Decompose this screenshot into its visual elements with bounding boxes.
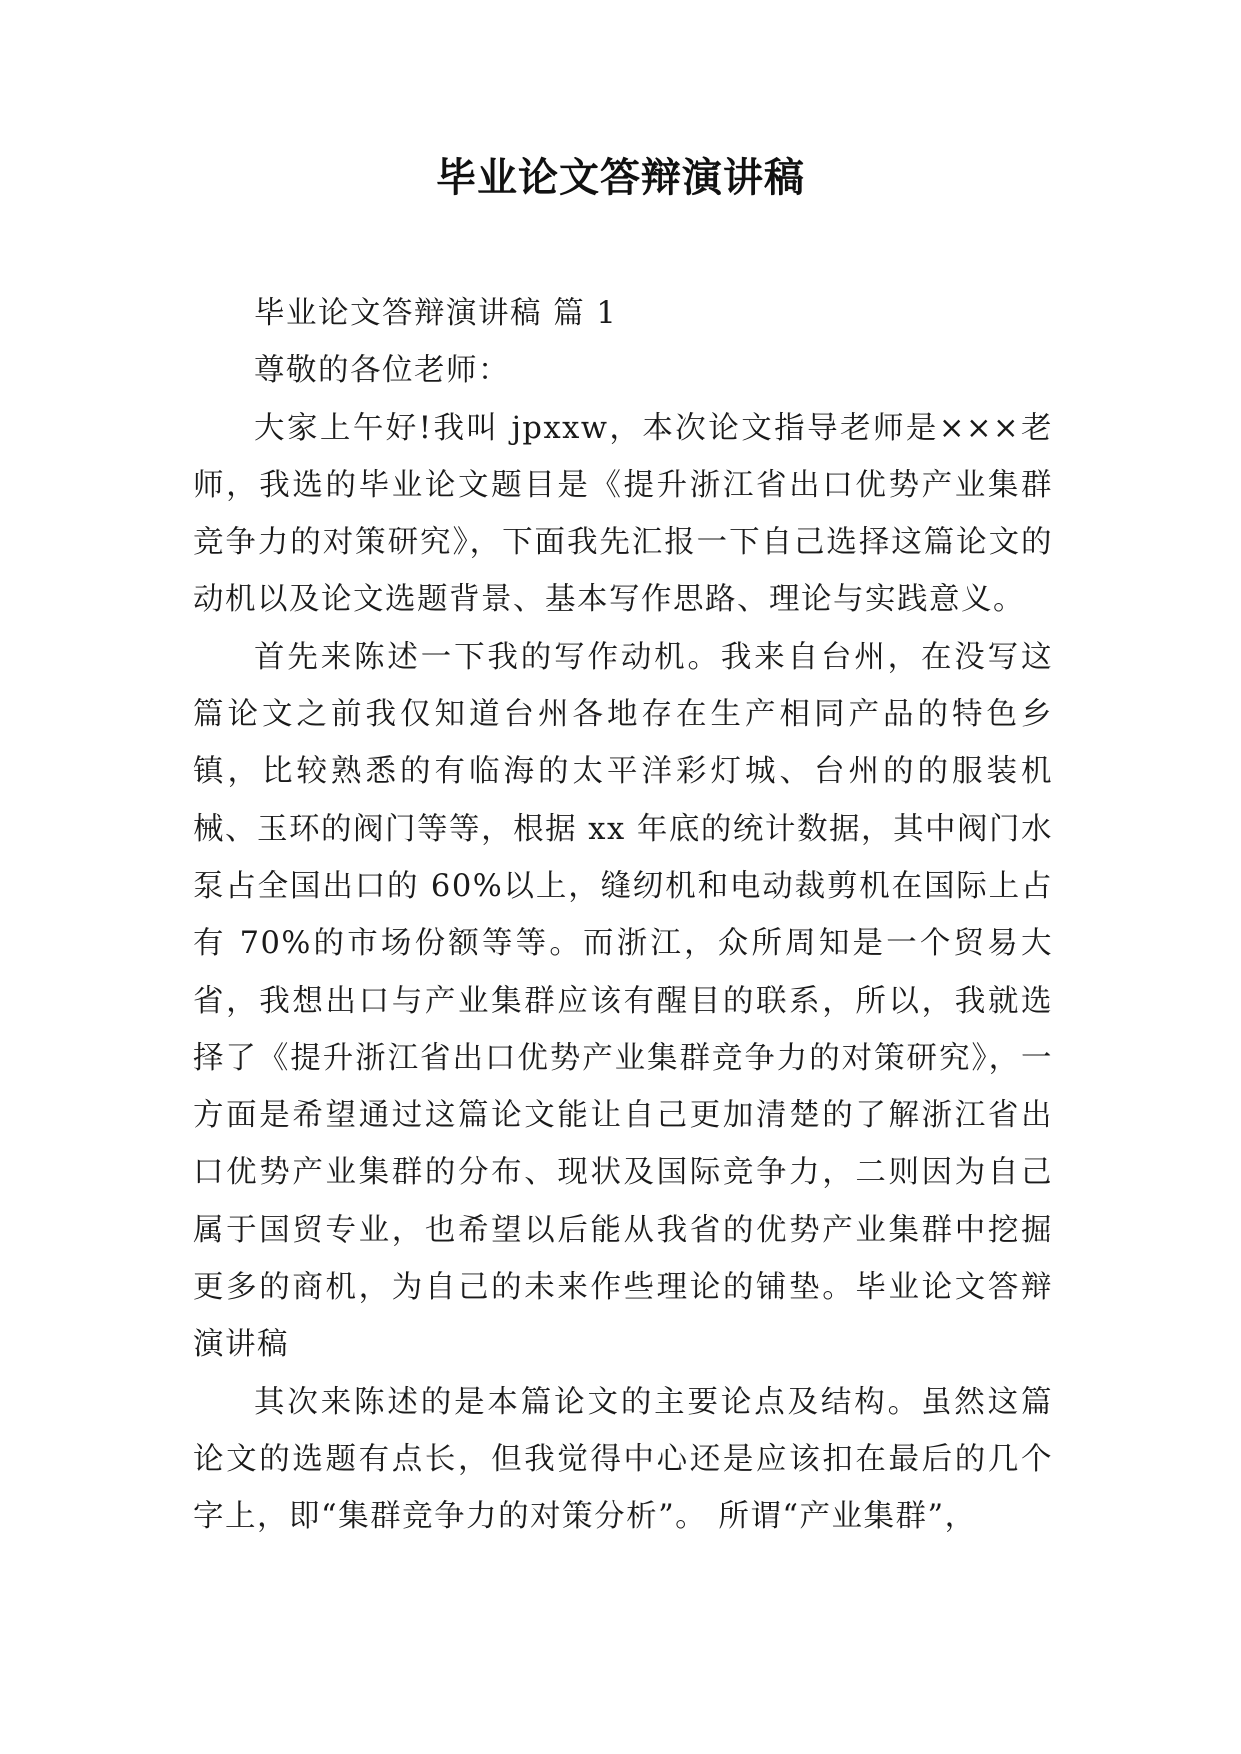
paragraph: 大家上午好!我叫 jpxxw，本次论文指导老师是×××老师，我选的毕业论文题目是《提升浙江省出口优势产业集群竞争力的对策研究》，下面我先汇报一下自己选择这篇论文的动机以及论文选题背景、基本写作思路、理论与实践意义。 [193,410,1053,618]
section-heading: 毕业论文答辩演讲稿 篇 1 [254,296,618,331]
paragraph: 首先来陈述一下我的写作动机。我来自台州，在没写这篇论文之前我仅知道台州各地存在生产相同产品的特色乡镇，比较熟悉的有临海的太平洋彩灯城、台州的的服装机械、玉环的阀门等等，根据 xx 年底的统计数据，其中阀门水泵占全国出口的 60%以上，缝纫机和电动裁剪机在国际上占有 70%的市场份额等等。而浙江，众所周知是一个贸易大省，我想出口与产业集群应该有醒目的联系，所以，我就选择了《提升浙江省出口优势产业集群竞争力的对策研究》，一方面是希望通过这篇论文能让自己更加清楚的了解浙江省出口优势产业集群的分布、现状及国际竞争力，二则因为自己属于国贸专业，也希望以后能从我省的优势产业集群中挖掘更多的商机，为自己的未来作些理论的铺垫。毕业论文答辩演讲稿 [193,639,1053,1363]
document-body [193,285,1053,1546]
salutation: 尊敬的各位老师： [254,353,510,389]
document-title: 毕业论文答辩演讲稿 [436,155,805,201]
paragraph: 其次来陈述的是本篇论文的主要论点及结构。虽然这篇论文的选题有点长，但我觉得中心还是应该扣在最后的几个字上，即“集群竞争力的对策分析”。 所谓“产业集群”， [193,1384,1053,1535]
